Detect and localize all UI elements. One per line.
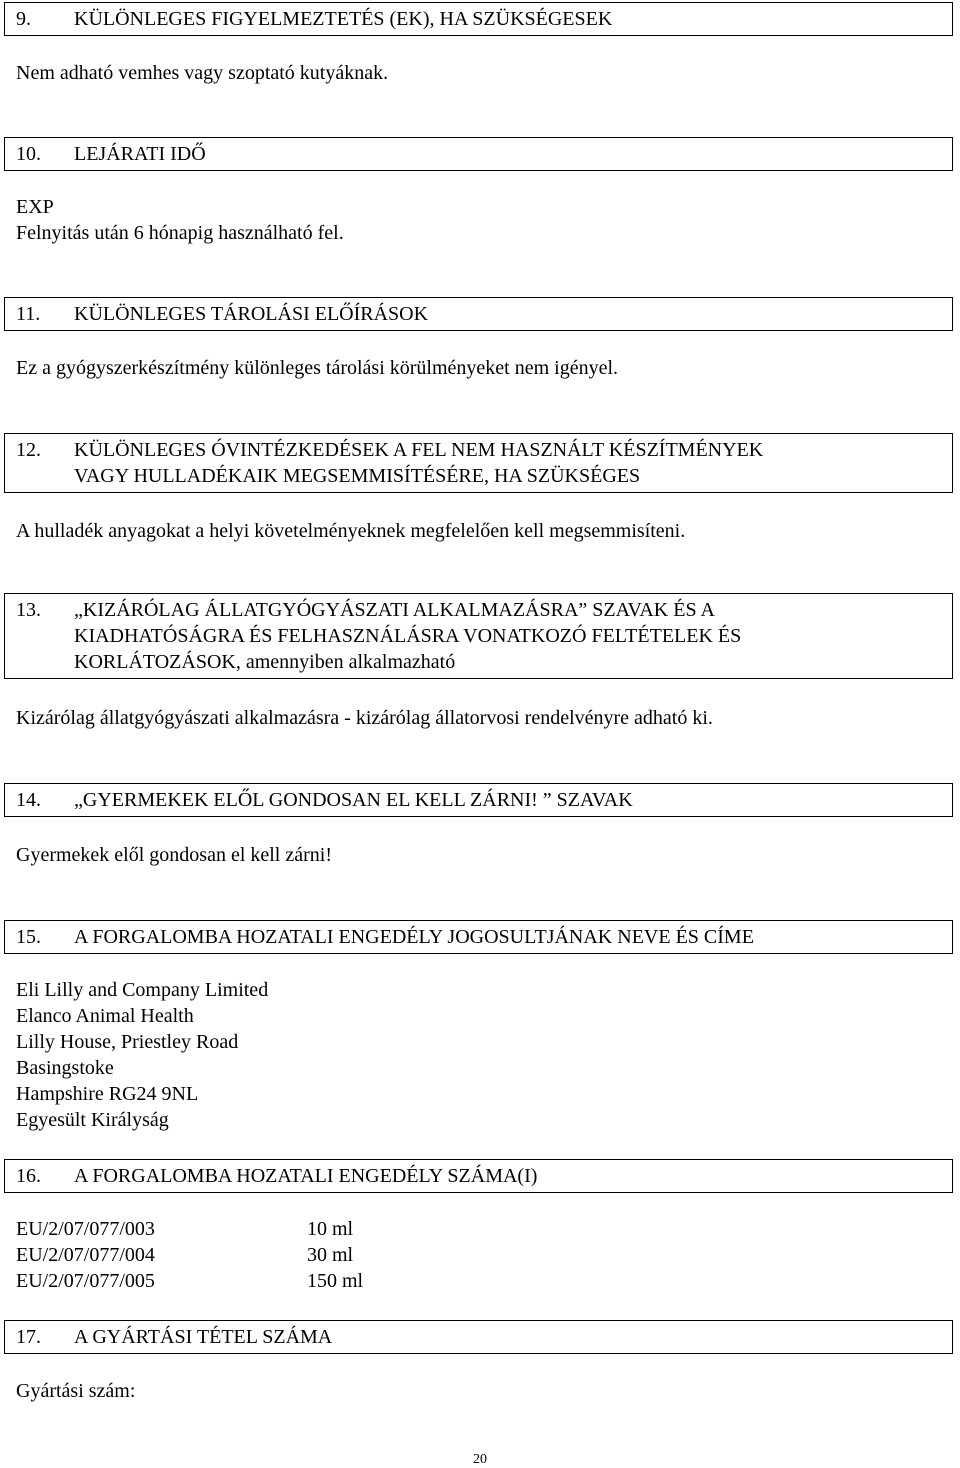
expiry-label: EXP <box>16 196 54 218</box>
expiry-note: Felnyitás után 6 hónapig használható fel. <box>16 222 344 244</box>
section-number: 10. <box>16 143 41 165</box>
section-9-text: Nem adható vemhes vagy szoptató kutyáknak. <box>16 62 389 84</box>
section-number: 11. <box>16 303 41 325</box>
section-number: 16. <box>16 1165 41 1187</box>
pack-size: 150 ml <box>307 1270 364 1292</box>
section-14-text: Gyermekek elől gondosan el kell zárni! <box>16 844 332 866</box>
section-12-text: A hulladék anyagokat a helyi követelményeknek megfelelően kell megsemmisíteni. <box>16 520 686 542</box>
section-title-line: VAGY HULLADÉKAIK MEGSEMMISÍTÉSÉRE, HA SZÜKSÉGES <box>74 465 641 487</box>
section-number: 15. <box>16 926 41 948</box>
section-number: 13. <box>16 599 41 621</box>
section-11-text: Ez a gyógyszerkészítmény különleges tárolási körülményeket nem igényel. <box>16 357 619 379</box>
registration-row <box>16 1216 363 1242</box>
section-title-line: KIADHATÓSÁGRA ÉS FELHASZNÁLÁSRA VONATKOZÓ FELTÉTELEK ÉS <box>74 625 742 647</box>
section-14-header <box>4 783 953 817</box>
section-title-line: KORLÁTOZÁSOK, amennyiben alkalmazható <box>74 651 456 673</box>
section-16-list <box>16 1216 363 1294</box>
section-17-header <box>4 1320 953 1354</box>
holder-company: Eli Lilly and Company Limited <box>16 979 269 1001</box>
registration-number: EU/2/07/077/004 <box>16 1244 155 1266</box>
section-title: KÜLÖNLEGES TÁROLÁSI ELŐÍRÁSOK <box>74 303 429 325</box>
section-title-line: KÜLÖNLEGES ÓVINTÉZKEDÉSEK A FEL NEM HASZNÁLT KÉSZÍTMÉNYEK <box>74 439 764 461</box>
holder-street: Lilly House, Priestley Road <box>16 1031 239 1053</box>
section-number: 12. <box>16 439 41 461</box>
section-17-text: Gyártási szám: <box>16 1380 136 1402</box>
section-10-header <box>4 137 953 171</box>
pack-size: 10 ml <box>307 1218 354 1240</box>
section-number: 9. <box>16 8 31 30</box>
section-13-header <box>4 593 953 679</box>
holder-postcode: Hampshire RG24 9NL <box>16 1083 199 1105</box>
holder-city: Basingstoke <box>16 1057 114 1079</box>
section-title: KÜLÖNLEGES FIGYELMEZTETÉS (EK), HA SZÜKSÉGESEK <box>74 8 613 30</box>
section-13-text: Kizárólag állatgyógyászati alkalmazásra - kizárólag állatorvosi rendelvényre adható ki. <box>16 707 713 729</box>
section-title: A FORGALOMBA HOZATALI ENGEDÉLY SZÁMA(I) <box>74 1165 538 1187</box>
registration-row <box>16 1242 363 1268</box>
section-10-text <box>16 194 344 246</box>
section-15-address <box>16 977 268 1133</box>
section-number: 14. <box>16 789 41 811</box>
registration-number: EU/2/07/077/003 <box>16 1218 155 1240</box>
section-title: „GYERMEKEK ELŐL GONDOSAN EL KELL ZÁRNI! ” SZAVAK <box>74 789 633 811</box>
section-9-header <box>4 2 953 36</box>
section-11-header <box>4 297 953 331</box>
registration-row <box>16 1268 363 1294</box>
section-16-header <box>4 1159 953 1193</box>
pack-size: 30 ml <box>307 1244 354 1266</box>
section-title-line: „KIZÁRÓLAG ÁLLATGYÓGYÁSZATI ALKALMAZÁSRA” SZAVAK ÉS A <box>74 599 715 621</box>
registration-number: EU/2/07/077/005 <box>16 1270 155 1292</box>
section-title: A FORGALOMBA HOZATALI ENGEDÉLY JOGOSULTJÁNAK NEVE ÉS CÍME <box>74 926 754 948</box>
section-title: A GYÁRTÁSI TÉTEL SZÁMA <box>74 1326 333 1348</box>
page-number: 20 <box>473 1452 487 1467</box>
section-12-header <box>4 433 953 493</box>
section-title: LEJÁRATI IDŐ <box>74 143 206 165</box>
section-number: 17. <box>16 1326 41 1348</box>
holder-country: Egyesült Királyság <box>16 1109 169 1131</box>
holder-division: Elanco Animal Health <box>16 1005 194 1027</box>
section-15-header <box>4 920 953 954</box>
